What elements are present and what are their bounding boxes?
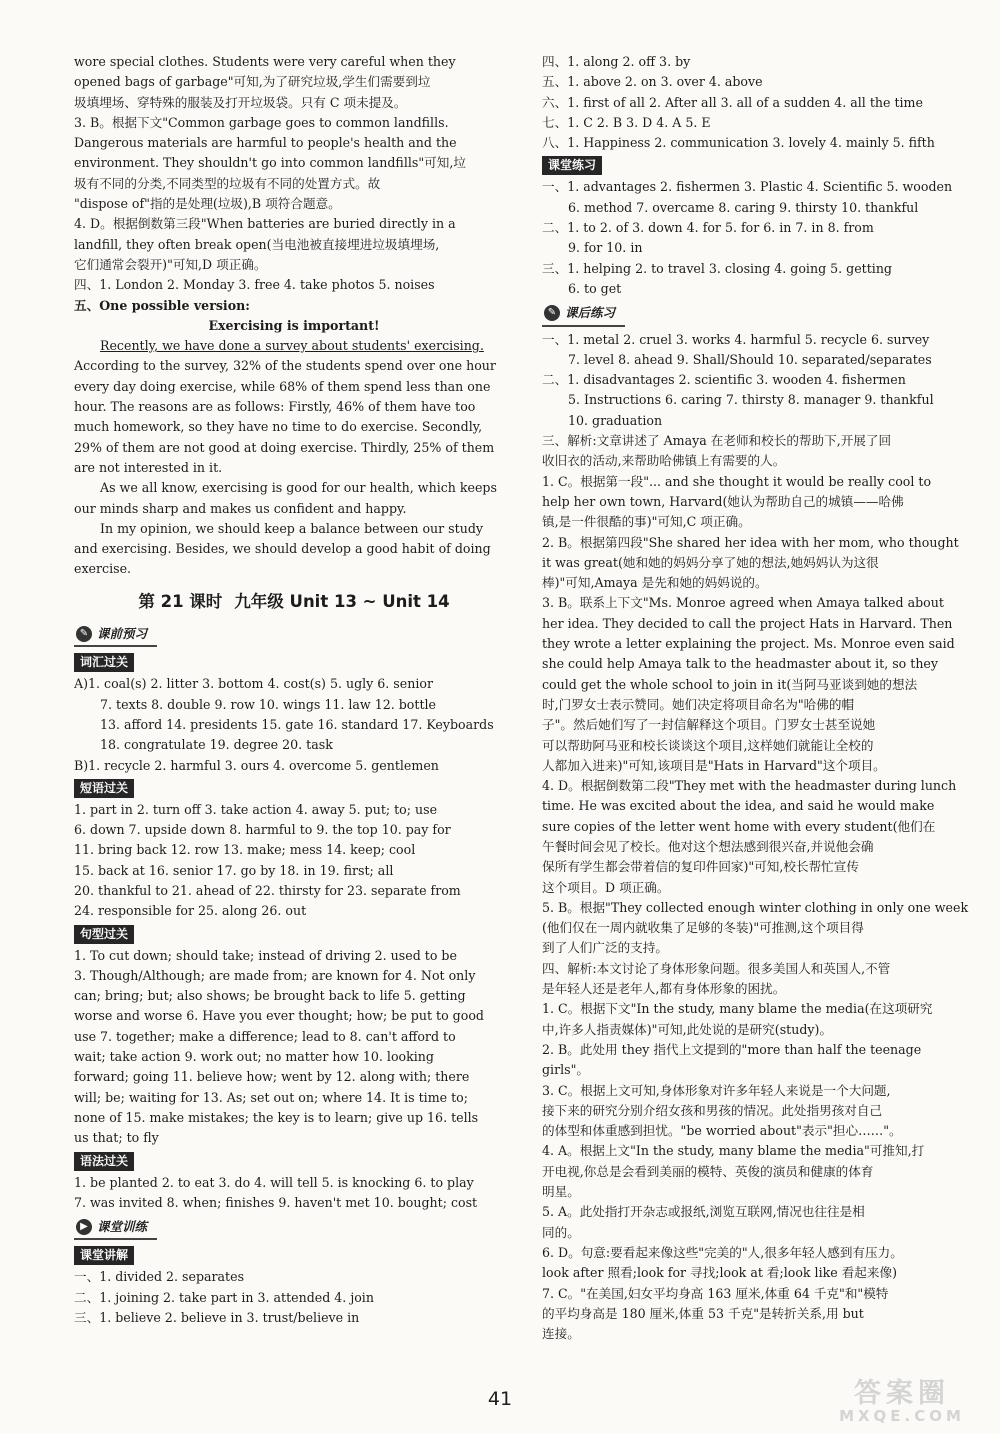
section-tag-row bbox=[542, 153, 980, 177]
text-line: opened bags of garbage"可知,为了研究垃圾,学生们需要到垃 bbox=[74, 74, 431, 90]
section-tag-row bbox=[74, 1149, 514, 1173]
text-line: 是年轻人还是老年人,都有身体形象的困扰。 bbox=[542, 981, 786, 997]
banner-label: 课后练习 bbox=[565, 305, 616, 321]
text-line: are not interested in it. bbox=[74, 459, 223, 475]
text-line: 5. A。此处指打开杂志或报纸,浏览互联网,情况也往往是相 bbox=[542, 1204, 865, 1220]
text-line: Recently, we have done a survey about students' exercising. bbox=[100, 338, 484, 354]
text-line: and exercising. Besides, we should develop a good habit of doing bbox=[74, 541, 491, 557]
text-line: 24. responsible for 25. along 26. out bbox=[74, 903, 307, 919]
right-column bbox=[542, 52, 980, 1344]
text-line: 一、1. metal 2. cruel 3. works 4. harmful 5. recycle 6. survey bbox=[542, 331, 930, 347]
text-line: 3. B。根据下文"Common garbage goes to common landfills. bbox=[74, 114, 449, 130]
text-line: 2. B。此处用 they 指代上文提到的"more than half the teenage bbox=[542, 1041, 922, 1057]
text-line: 20. thankful to 21. ahead of 22. thirsty for 23. separate from bbox=[74, 882, 461, 898]
lesson-heading-part: 第 21 课时 bbox=[138, 591, 223, 611]
text-line: 4. A。根据上文"In the study, many blame the media"可推知,打 bbox=[542, 1143, 925, 1159]
text-line: it was great(她和她的妈妈分享了她的想法,她妈妈认为这很 bbox=[542, 554, 879, 570]
banner-icon: ▶ bbox=[76, 1219, 92, 1235]
section-tag: 课堂讲解 bbox=[74, 1246, 134, 1265]
text-line: 5. B。根据"They collected enough winter clothing in only one week bbox=[542, 899, 969, 915]
page-number: 41 bbox=[487, 1388, 513, 1410]
text-line: 6. D。句意:要看起来像这些"完美的"人,很多年轻人感到有压力。 bbox=[542, 1244, 903, 1260]
text-line: 1. be planted 2. to eat 3. do 4. will tell 5. is knocking 6. to play bbox=[74, 1174, 474, 1190]
text-line: 7. texts 8. double 9. row 10. wings 11. law 12. bottle bbox=[100, 696, 436, 712]
text-line: 7. level 8. ahead 9. Shall/Should 10. separated/separates bbox=[568, 351, 932, 367]
text-line: 6. method 7. overcame 8. caring 9. thirsty 10. thankful bbox=[568, 199, 919, 215]
text-line: much homework, so they have no time to do exercise. Secondly, bbox=[74, 419, 483, 435]
section-tag: 句型过关 bbox=[74, 925, 134, 944]
text-line: wait; take action 9. work out; no matter how 10. looking bbox=[74, 1049, 434, 1065]
text-line: time. He was excited about the idea, and said he would make bbox=[542, 798, 935, 814]
text-line: As we all know, exercising is good for our health, which keeps bbox=[100, 480, 497, 496]
section-tag-row bbox=[74, 1243, 514, 1267]
section-tag-row bbox=[74, 650, 514, 674]
text-line: they wrote a letter explaining the project. Ms. Monroe even said bbox=[542, 636, 955, 652]
text-line: A)1. coal(s) 2. litter 3. bottom 4. cost(s) 5. ugly 6. senior bbox=[74, 676, 433, 692]
watermark-logo bbox=[822, 1380, 982, 1426]
text-line: 子"。然后她们写了一封信解释这个项目。门罗女士甚至说她 bbox=[542, 717, 876, 733]
text-line: use 7. together; make a difference; lead to 8. can't afford to bbox=[74, 1028, 456, 1044]
text-line: hour. The reasons are as follows: Firstly, 46% of them have too bbox=[74, 399, 476, 415]
text-line: 9. for 10. in bbox=[568, 240, 643, 256]
text-line: 2. B。根据第四段"She shared her idea with her mom, who thought bbox=[542, 534, 959, 550]
text-line: 5. Instructions 6. caring 7. thirsty 8. manager 9. thankful bbox=[568, 392, 934, 408]
section-banner-row bbox=[74, 1213, 514, 1243]
text-line: 4. D。根据倒数第三段"When batteries are buried directly in a bbox=[74, 216, 456, 232]
lesson-heading bbox=[74, 592, 514, 612]
section-tag: 短语过关 bbox=[74, 779, 134, 798]
text-line: can; bring; but; also shows; be brought back to life 5. getting bbox=[74, 988, 466, 1004]
text-line: 棒)"可知,Amaya 是先和她的妈妈说的。 bbox=[542, 575, 768, 591]
banner-label: 课堂训练 bbox=[97, 1219, 148, 1235]
text-line: our minds sharp and makes us confident and happy. bbox=[74, 500, 407, 516]
section-banner bbox=[74, 1216, 157, 1240]
text-line: Dangerous materials are harmful to people's health and the bbox=[74, 135, 457, 151]
section-tag: 词汇过关 bbox=[74, 653, 134, 672]
text-line: could get the whole school to join in it(当阿马亚谈到她的想法 bbox=[542, 676, 918, 692]
text-line: 收旧衣的活动,来帮助哈佛镇上有需要的人。 bbox=[542, 453, 786, 469]
section-tag: 语法过关 bbox=[74, 1152, 134, 1171]
text-line: 这个项目。D 项正确。 bbox=[542, 879, 670, 895]
lesson-heading-part: 九年级 Unit 13 ~ Unit 14 bbox=[234, 591, 450, 611]
text-line: According to the survey, 32% of the students spend over one hour bbox=[74, 358, 496, 374]
text-line: environment. They shouldn't go into common landfills"可知,垃 bbox=[74, 155, 466, 171]
text-line: 圾有不同的分类,不同类型的垃圾有不同的处置方式。故 bbox=[74, 175, 381, 191]
text-line: she could help Amaya talk to the headmaster about it, so they bbox=[542, 656, 938, 672]
text-line: 四、1. along 2. off 3. by bbox=[542, 54, 691, 69]
text-line: girls"。 bbox=[542, 1062, 589, 1078]
text-line: 1. part in 2. turn off 3. take action 4. away 5. put; to; use bbox=[74, 801, 438, 817]
text-line: 1. C。根据下文"In the study, many blame the media(在这项研究 bbox=[542, 1001, 933, 1017]
text-line: 同的。 bbox=[542, 1224, 580, 1240]
text-line: 中,许多人指责媒体)"可知,此处说的是研究(study)。 bbox=[542, 1021, 833, 1037]
text-line: 7. C。"在美国,妇女平均身高 163 厘米,体重 64 千克"和"模特 bbox=[542, 1285, 889, 1301]
text-line: 1. To cut down; should take; instead of driving 2. used to be bbox=[74, 947, 457, 963]
left-column bbox=[74, 52, 514, 1328]
section-tag-row bbox=[74, 922, 514, 946]
text-line: 3. Though/Although; are made from; are known for 4. Not only bbox=[74, 967, 476, 983]
text-line: 可以帮助阿马亚和校长谈谈这个项目,这样她们就能让全校的 bbox=[542, 737, 874, 753]
section-tag: 课堂练习 bbox=[542, 156, 602, 175]
text-line: 二、1. disadvantages 2. scientific 3. wooden 4. fishermen bbox=[542, 372, 906, 388]
text-line: 保所有学生都会带着信的复印件回家)"可知,校长帮忙宣传 bbox=[542, 859, 859, 875]
text-line: 六、1. first of all 2. After all 3. all of a sudden 4. all the time bbox=[542, 94, 923, 110]
text-line: 11. bring back 12. row 13. make; mess 14. keep; cool bbox=[74, 842, 416, 858]
text-line: 到了人们广泛的支持。 bbox=[542, 940, 668, 956]
text-line: 的平均身高是 180 厘米,体重 53 千克"是转折关系,用 but bbox=[542, 1305, 864, 1321]
text-line: 的体型和体重感到担忧。"be worried about"表示"担心……"。 bbox=[542, 1123, 902, 1139]
text-line: 三、解析:文章讲述了 Amaya 在老师和校长的帮助下,开展了回 bbox=[542, 433, 892, 449]
text-line: 五、One possible version: bbox=[74, 297, 250, 313]
text-line: help her own town, Harvard(她认为帮助自己的城镇——哈佛 bbox=[542, 493, 904, 509]
text-line: 一、1. divided 2. separates bbox=[74, 1269, 245, 1285]
text-line: 二、1. joining 2. take part in 3. attended 4. join bbox=[74, 1289, 374, 1305]
text-line: 29% of them are not good at doing exercise. Thirdly, 25% of them bbox=[74, 439, 495, 455]
section-banner-row bbox=[542, 299, 980, 329]
text-line: will; be; waiting for 13. As; set out on; where 14. It is time to; bbox=[74, 1089, 468, 1105]
text-line: none of 15. make mistakes; the key is to learn; give up 16. tells bbox=[74, 1109, 479, 1125]
text-line: 3. B。联系上下文"Ms. Monroe agreed when Amaya talked about bbox=[542, 595, 944, 611]
text-line: 15. back at 16. senior 17. go by 18. in 19. first; all bbox=[74, 862, 394, 878]
text-line: her idea. They decided to call the project Hats in Harvard. Then bbox=[542, 615, 953, 631]
text-line: 接下来的研究分别介绍女孩和男孩的情况。此处指男孩对自己 bbox=[542, 1102, 883, 1118]
text-line: 1. C。根据第一段"... and she thought it would be really cool to bbox=[542, 473, 932, 489]
text-line: 明星。 bbox=[542, 1184, 580, 1200]
text-line: 7. was invited 8. when; finishes 9. haven't met 10. bought; cost bbox=[74, 1194, 478, 1210]
text-line: 镇,是一件很酷的事)"可知,C 项正确。 bbox=[542, 514, 751, 530]
text-line: every day doing exercise, while 68% of them spend less than one bbox=[74, 378, 491, 394]
text-line: 6. to get bbox=[568, 280, 622, 296]
text-line: 二、1. to 2. of 3. down 4. for 5. for 6. in 7. in 8. from bbox=[542, 220, 874, 236]
text-line: us that; to fly bbox=[74, 1130, 159, 1146]
text-line: 四、1. London 2. Monday 3. free 4. take photos 5. noises bbox=[74, 277, 435, 293]
text-line: worse and worse 6. Have you ever thought; how; be put to good bbox=[74, 1008, 484, 1024]
text-line: 开电视,你总是会看到美丽的模特、英俊的演员和健康的体育 bbox=[542, 1163, 874, 1179]
text-line: 3. C。根据上文可知,身体形象对许多年轻人来说是一个大问题, bbox=[542, 1082, 891, 1098]
text-line: exercise. bbox=[74, 561, 132, 577]
text-line: In my opinion, we should keep a balance between our study bbox=[100, 520, 483, 536]
text-line: 午餐时间会见了校长。他对这个想法感到很兴奋,并说他会确 bbox=[542, 838, 874, 854]
watermark-line1: 答案圈 bbox=[854, 1378, 950, 1409]
text-line: B)1. recycle 2. harmful 3. ours 4. overcome 5. gentlemen bbox=[74, 757, 439, 773]
text-line: 6. down 7. upside down 8. harmful to 9. the top 10. pay for bbox=[74, 822, 451, 838]
section-banner-row bbox=[74, 620, 514, 650]
text-line: wore special clothes. Students were very careful when they bbox=[74, 54, 456, 69]
banner-icon: ✎ bbox=[76, 626, 92, 642]
text-line: 4. D。根据倒数第二段"They met with the headmaster during lunch bbox=[542, 778, 957, 794]
text-line: 它们通常会裂开)"可知,D 项正确。 bbox=[74, 256, 267, 272]
text-line: 10. graduation bbox=[568, 412, 663, 428]
text-line: 圾填埋场、穿特殊的服装及打开垃圾袋。只有 C 项未提及。 bbox=[74, 94, 407, 110]
text-line: 七、1. C 2. B 3. D 4. A 5. E bbox=[542, 114, 711, 130]
banner-label: 课前预习 bbox=[97, 626, 148, 642]
text-line: 人都加入进来)"可知,该项目是"Hats in Harvard"这个项目。 bbox=[542, 757, 886, 773]
text-line: 三、1. believe 2. believe in 3. trust/believe in bbox=[74, 1310, 360, 1326]
text-line: sure copies of the letter went home with every student(他们在 bbox=[542, 818, 936, 834]
section-banner bbox=[542, 302, 625, 326]
text-line: 时,门罗女士表示赞同。她们决定将项目命名为"哈佛的帽 bbox=[542, 696, 855, 712]
text-line: 五、1. above 2. on 3. over 4. above bbox=[542, 74, 763, 90]
text-line: "dispose of"指的是处理(垃圾),B 项符合题意。 bbox=[74, 196, 341, 212]
text-line: 四、解析:本文讨论了身体形象问题。很多美国人和英国人,不管 bbox=[542, 960, 891, 976]
text-line: 18. congratulate 19. degree 20. task bbox=[100, 737, 333, 753]
text-line: 三、1. helping 2. to travel 3. closing 4. going 5. getting bbox=[542, 260, 892, 276]
text-line: (他们仅在一周内就收集了足够的冬装)"可推测,这个项目得 bbox=[542, 920, 864, 936]
watermark-line2: MXQE.COM bbox=[839, 1407, 965, 1425]
section-banner bbox=[74, 623, 157, 647]
section-tag-row bbox=[74, 776, 514, 800]
text-line: 八、1. Happiness 2. communication 3. lovely 4. mainly 5. fifth bbox=[542, 135, 935, 151]
text-line: 13. afford 14. presidents 15. gate 16. standard 17. Keyboards bbox=[100, 716, 494, 732]
text-line: look after 照看;look for 寻找;look at 看;look like 看起来像) bbox=[542, 1265, 897, 1281]
text-line: 连接。 bbox=[542, 1326, 580, 1342]
banner-icon: ✎ bbox=[544, 305, 560, 321]
text-line: 一、1. advantages 2. fishermen 3. Plastic 4. Scientific 5. wooden bbox=[542, 179, 953, 195]
text-line: landfill, they often break open(当电池被直接埋进垃圾填埋场, bbox=[74, 236, 440, 252]
text-line: Exercising is important! bbox=[208, 317, 380, 333]
text-line: forward; going 11. believe how; went by 12. along with; there bbox=[74, 1069, 470, 1085]
